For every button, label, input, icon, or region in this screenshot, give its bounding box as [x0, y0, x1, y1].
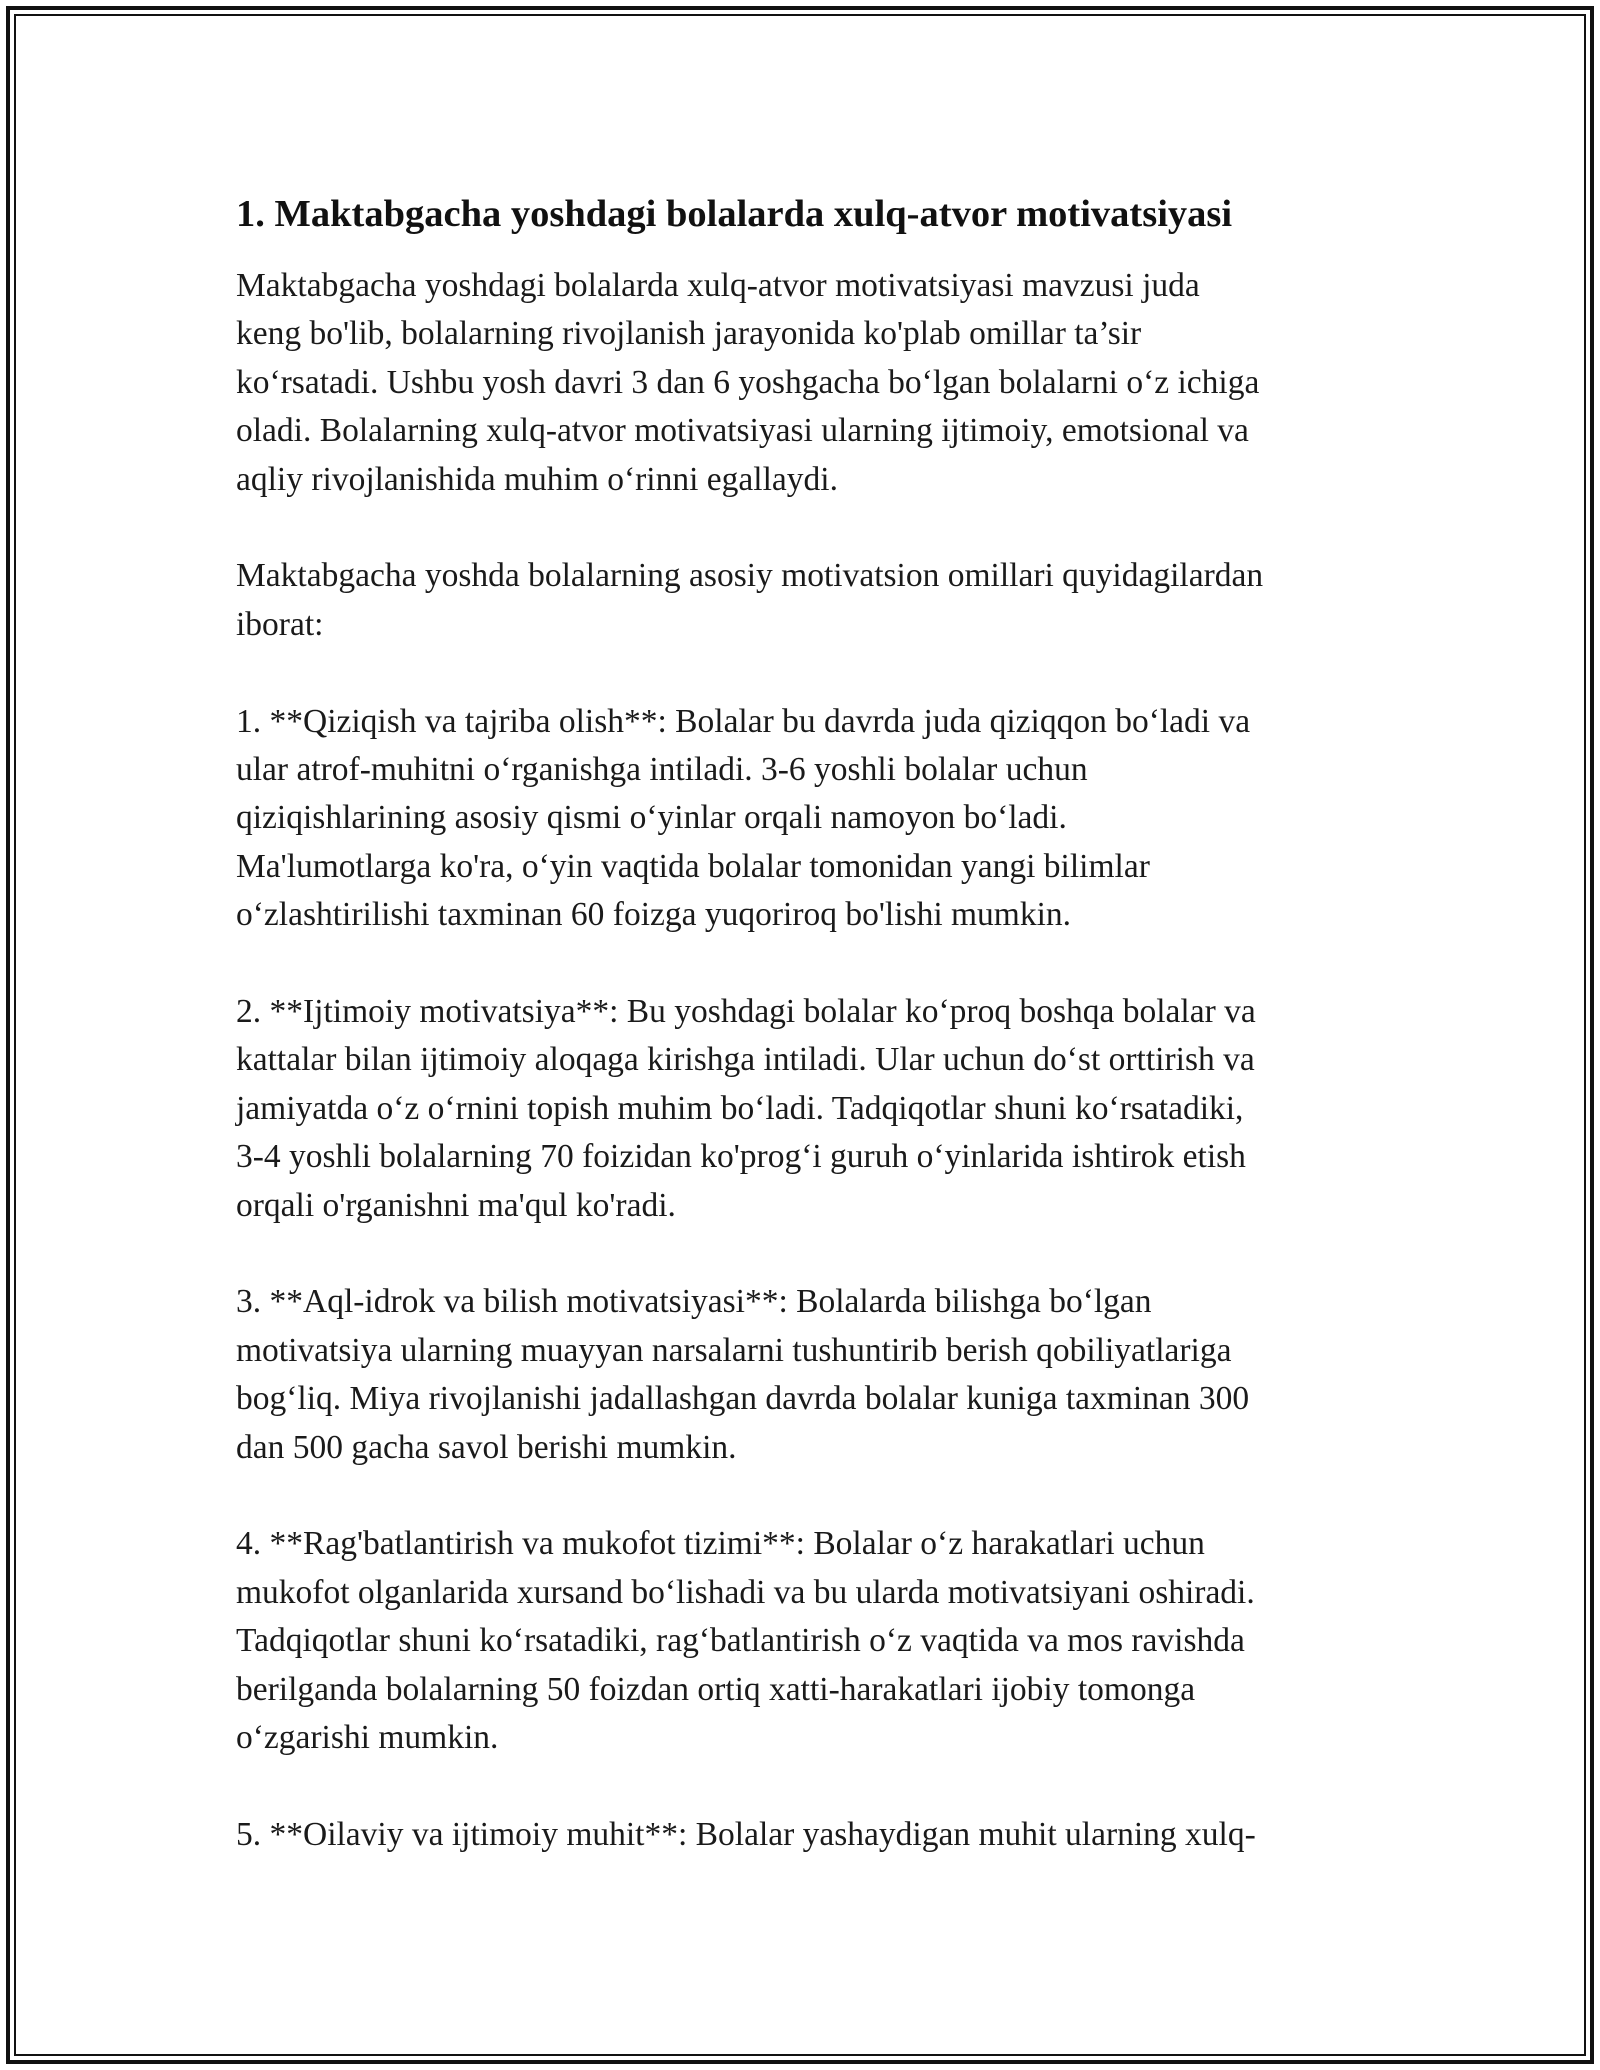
paragraph-item-3: 3. **Aql-idrok va bilish motivatsiyasi**: Bolalarda bilishga bo‘lgan motivatsiya ularning muayyan narsalarni tushuntirib berish qobiliyatlariga bog‘liq. Miya rivojlanishi jadallashgan davrda bolalar kuniga taxminan 300 dan 500 gacha savol berishi mumkin.: [236, 1283, 1250, 1466]
document-body: [236, 186, 1366, 1859]
paragraph-item-5: 5. **Oilaviy va ijtimoiy muhit**: Bolalar yashaydigan muhit ularning xulq-: [236, 1815, 1256, 1853]
document-title: 1. Maktabgacha yoshdagi bolalarda xulq-atvor motivatsiyasi: [236, 193, 1233, 235]
paragraph-item-1: 1. **Qiziqish va tajriba olish**: Bolalar bu davrda juda qiziqqon bo‘ladi va ular atrof-muhitni o‘rganishga intiladi. 3-6 yoshli bolalar uchun qiziqishlarining asosiy qismi o‘yinlar orqali namoyon bo‘ladi. Ma'lumotlarga ko'ra, o‘yin vaqtida bolalar tomonidan yangi bilimlar o‘zlashtirilishi taxminan 60 foizga yuqoriroq bo'lishi mumkin.: [236, 702, 1251, 934]
paragraph-item-4: 4. **Rag'batlantirish va mukofot tizimi**: Bolalar o‘z harakatlari uchun mukofot olganlarida xursand bo‘lishadi va bu ularda motivatsiyani oshiradi. Tadqiqotlar shuni ko‘rsatadiki, rag‘batlantirish o‘z vaqtida va mos ravishda berilganda bolalarning 50 foizdan ortiq xatti-harakatlari ijobiy tomonga o‘zgarishi mumkin.: [236, 1525, 1255, 1757]
paragraph-factors-intro: Maktabgacha yoshda bolalarning asosiy motivatsion omillari quyidagilardan iborat:: [236, 557, 1264, 643]
paragraph-intro: Maktabgacha yoshdagi bolalarda xulq-atvor motivatsiyasi mavzusi juda keng bo'lib, bolalarning rivojlanish jarayonida ko'plab omillar ta’sir ko‘rsatadi. Ushbu yosh davri 3 dan 6 yoshgacha bo‘lgan bolalarni o‘z ichiga oladi. Bolalarning xulq-atvor motivatsiyasi ularning ijtimoiy, emotsional va aqliy rivojlanishida muhim o‘rinni egallaydi.: [236, 267, 1260, 498]
paragraph-item-2: 2. **Ijtimoiy motivatsiya**: Bu yoshdagi bolalar ko‘proq boshqa bolalar va kattalar bilan ijtimoiy aloqaga kirishga intiladi. Ular uchun do‘st orttirish va jamiyatda o‘z o‘rnini topish muhim bo‘ladi. Tadqiqotlar shuni ko‘rsatadiki, 3-4 yoshli bolalarning 70 foizidan ko'prog‘i guruh o‘yinlarida ishtirok etish orqali o'rganishni ma'qul ko'radi.: [236, 993, 1256, 1224]
